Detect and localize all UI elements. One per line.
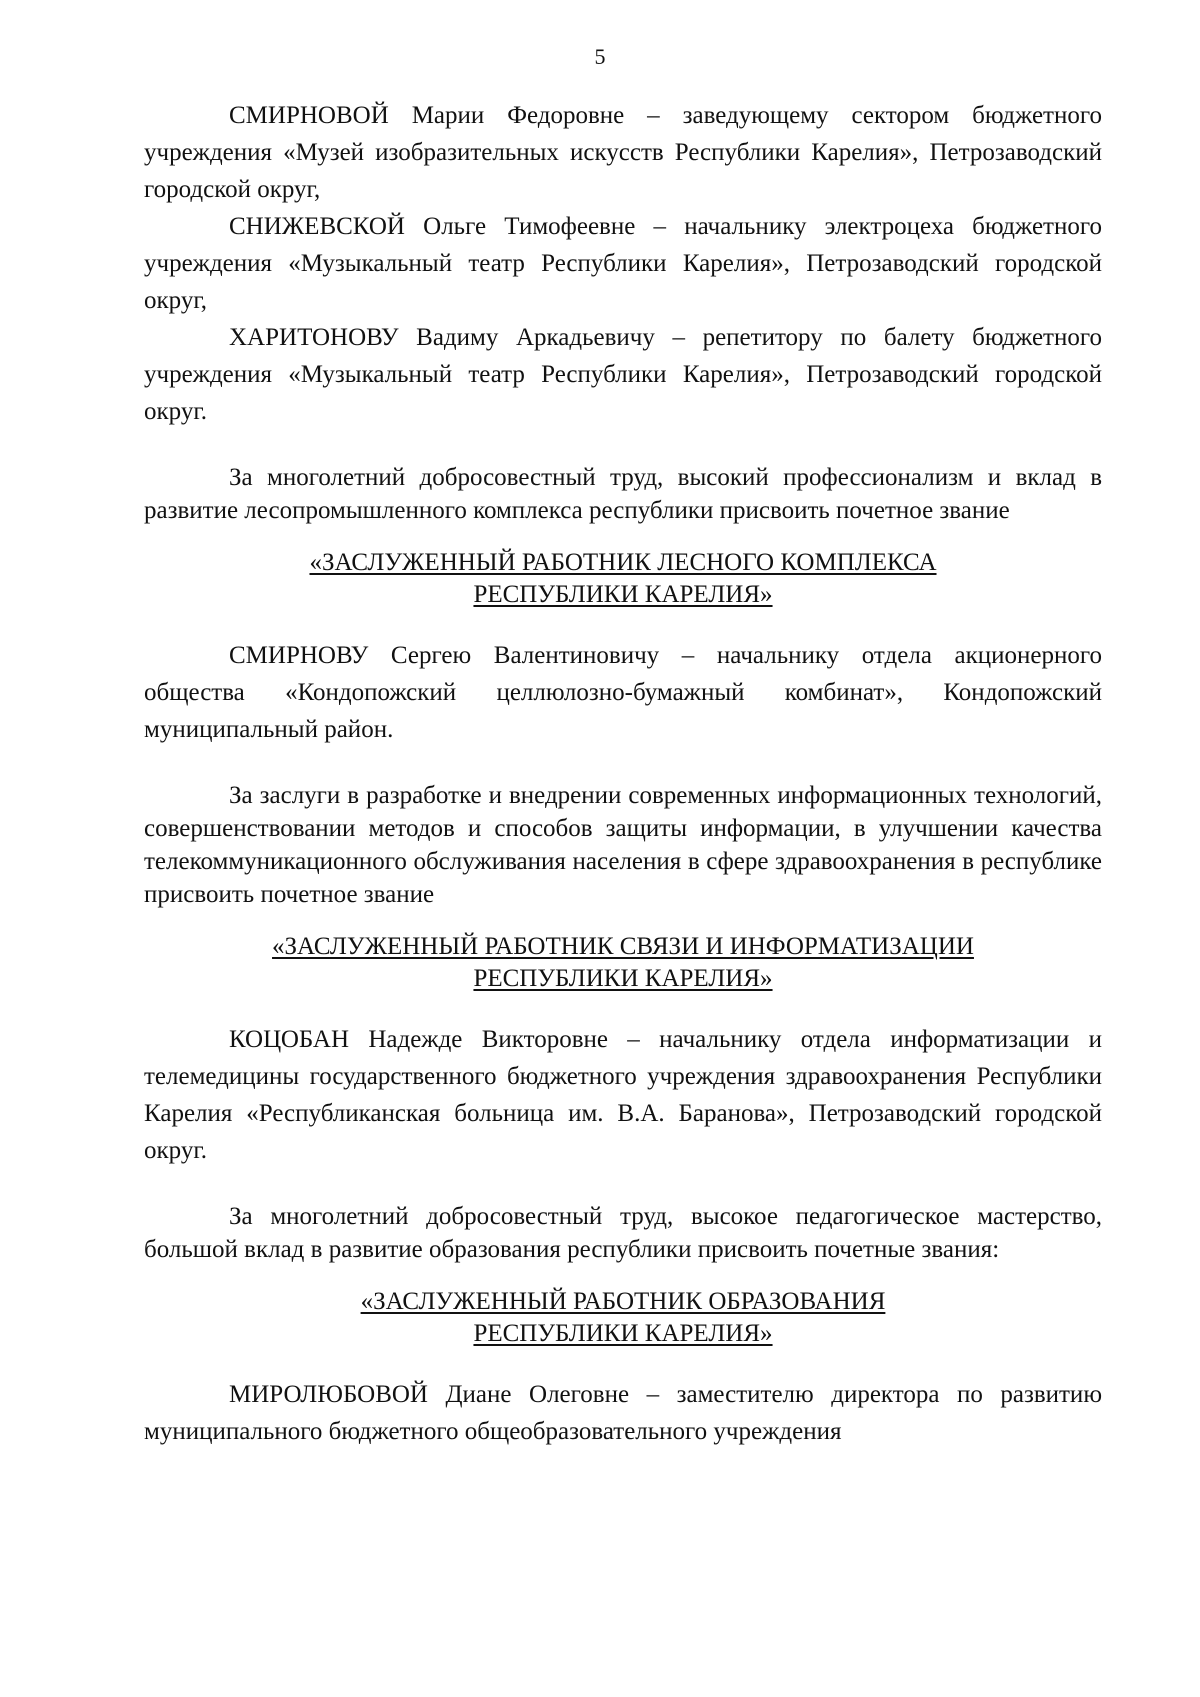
honorary-title-heading	[144, 931, 1102, 995]
honorary-title-line: «ЗАСЛУЖЕННЫЙ РАБОТНИК ОБРАЗОВАНИЯ	[360, 1288, 886, 1315]
award-rationale-paragraph: За многолетний добросовестный труд, высокое педагогическое мастерство, большой вклад в развитие образования республики присвоить почетные звания:	[144, 1203, 1102, 1263]
award-recipient-paragraph: КОЦОБАН Надежде Викторовне – начальнику отдела информатизации и телемедицины государственного бюджетного учреждения здравоохранения Республики Карелия «Республиканская больница им. В.А. Баранова», Петрозаводский городской округ.	[144, 1026, 1102, 1164]
page-number: 5	[594, 44, 606, 69]
document-body	[144, 97, 1102, 1450]
award-recipient-paragraph: ХАРИТОНОВУ Вадиму Аркадьевичу – репетитору по балету бюджетного учреждения «Музыкальный театр Республики Карелия», Петрозаводский городской округ.	[144, 324, 1102, 425]
honorary-title-line: «ЗАСЛУЖЕННЫЙ РАБОТНИК ЛЕСНОГО КОМПЛЕКСА	[309, 549, 937, 576]
honorary-title-heading	[144, 1286, 1102, 1350]
honorary-title-line: РЕСПУБЛИКИ КАРЕЛИЯ»	[473, 965, 773, 992]
award-rationale-paragraph: За заслуги в разработке и внедрении современных информационных технологий, совершенствовании методов и способов защиты информации, в улучшении качества телекоммуникационного обслуживания населения в сфере здравоохранения в республике присвоить почетное звание	[144, 782, 1102, 908]
award-recipient-paragraph: МИРОЛЮБОВОЙ Диане Олеговне – заместителю директора по развитию муниципального бюджетного общеобразовательного учреждения	[144, 1381, 1102, 1445]
honorary-title-line: «ЗАСЛУЖЕННЫЙ РАБОТНИК СВЯЗИ И ИНФОРМАТИЗАЦИИ	[272, 933, 974, 960]
award-rationale-paragraph: За многолетний добросовестный труд, высокий профессионализм и вклад в развитие лесопромышленного комплекса республики присвоить почетное звание	[144, 464, 1102, 524]
honorary-title-heading	[144, 547, 1102, 611]
award-recipient-paragraph: СМИРНОВОЙ Марии Федоровне – заведующему сектором бюджетного учреждения «Музей изобразительных искусств Республики Карелия», Петрозаводский городской округ,	[144, 102, 1102, 203]
honorary-title-line: РЕСПУБЛИКИ КАРЕЛИЯ»	[473, 1320, 773, 1347]
award-recipient-paragraph: СМИРНОВУ Сергею Валентиновичу – начальнику отдела акционерного общества «Кондопожский целлюлозно-бумажный комбинат», Кондопожский муниципальный район.	[144, 642, 1102, 743]
award-recipient-paragraph: СНИЖЕВСКОЙ Ольге Тимофеевне – начальнику электроцеха бюджетного учреждения «Музыкальный театр Республики Карелия», Петрозаводский городской округ,	[144, 213, 1102, 314]
honorary-title-line: РЕСПУБЛИКИ КАРЕЛИЯ»	[473, 581, 773, 608]
